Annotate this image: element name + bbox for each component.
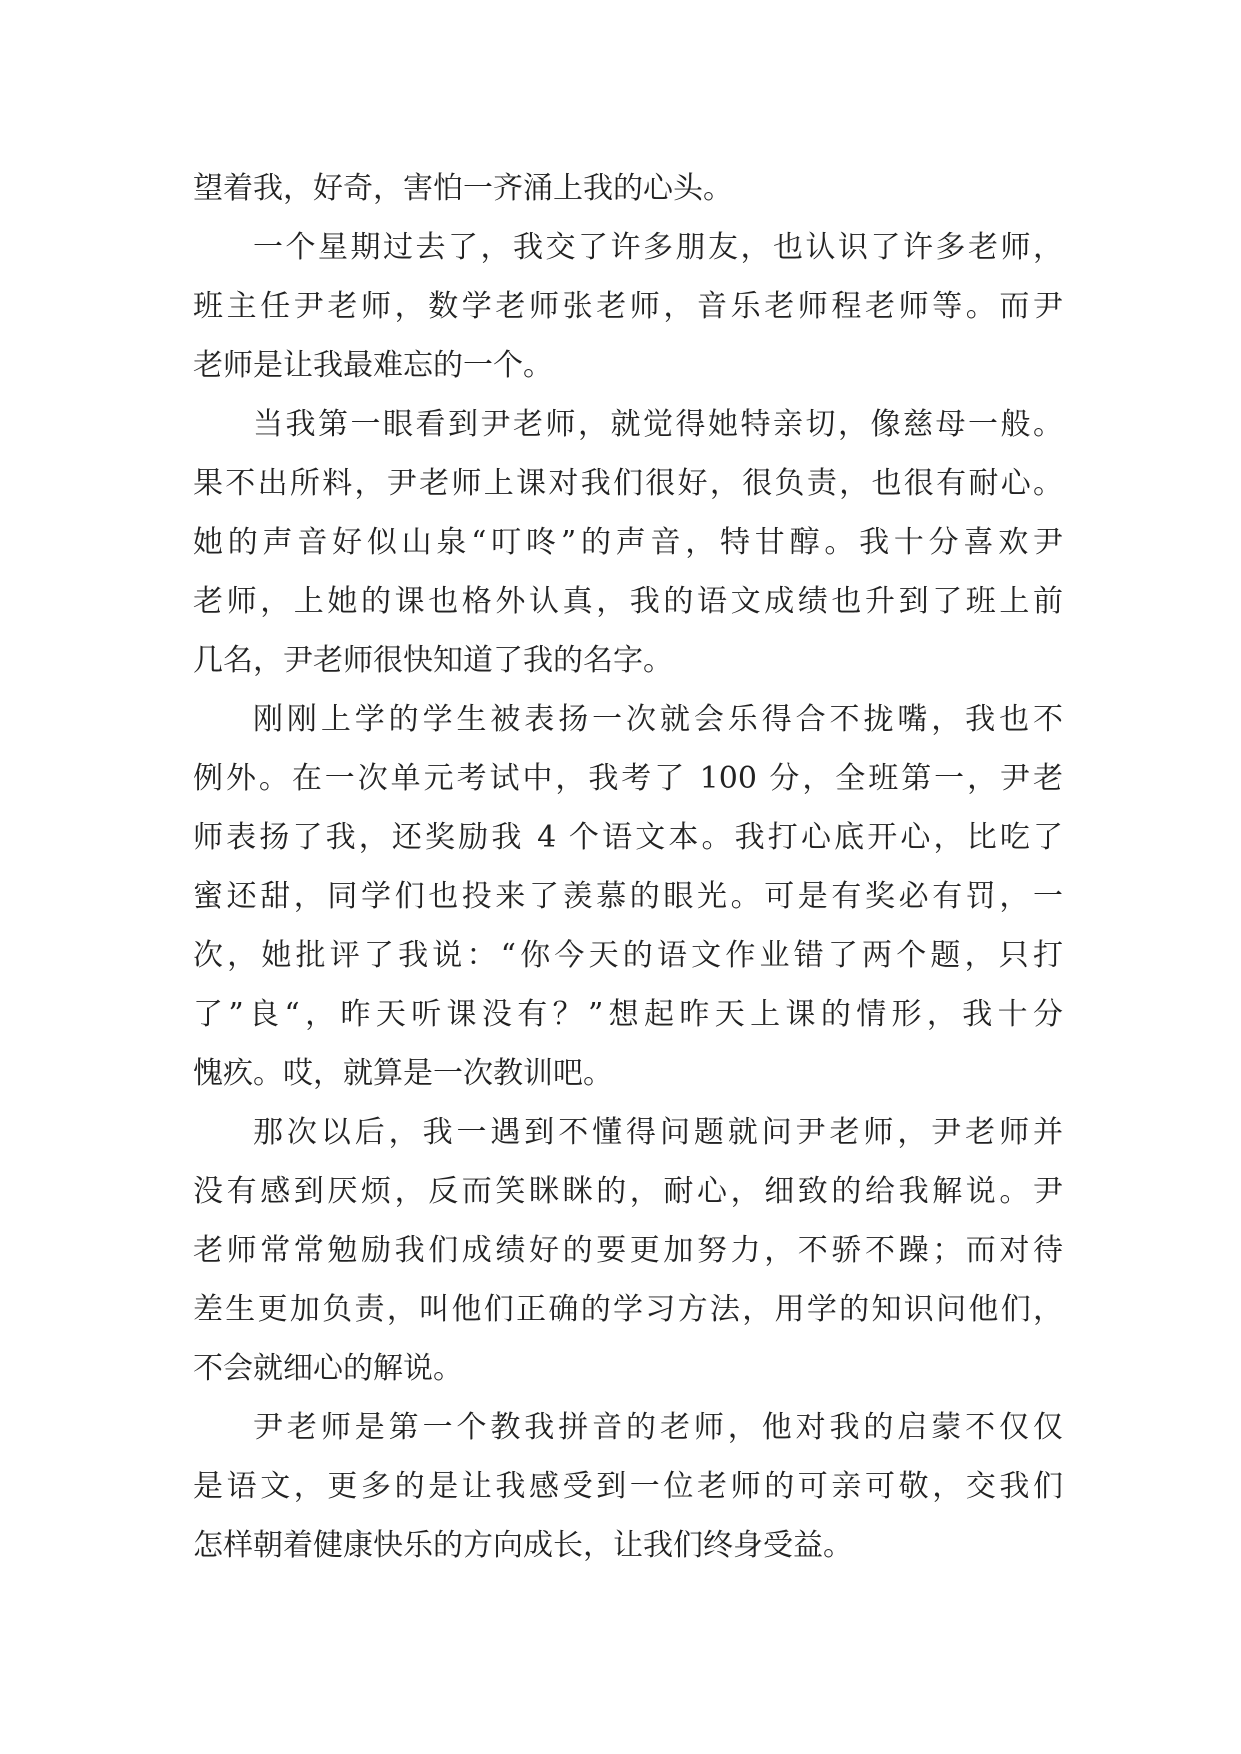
text-line: 刚刚上学的学生被表扬一次就会乐得合不拢嘴，我也不: [253, 702, 1063, 737]
text-line: 她的声音好似山泉“叮咚”的声音，特甘醇。我十分喜欢尹: [193, 525, 1063, 560]
paragraph-4: [193, 690, 1063, 1103]
text-line: 怎样朝着健康快乐的方向成长，让我们终身受益。: [193, 1528, 853, 1563]
text-line: 果不出所料，尹老师上课对我们很好，很负责，也很有耐心。: [193, 466, 1063, 501]
text-line: 没有感到厌烦，反而笑眯眯的，耐心，细致的给我解说。尹: [193, 1174, 1063, 1209]
paragraph-6: [193, 1398, 1063, 1575]
paragraph-2: [193, 218, 1063, 395]
text-line: 是语文，更多的是让我感受到一位老师的可亲可敬，交我们: [193, 1469, 1063, 1504]
text-line: 例外。在一次单元考试中，我考了 100 分，全班第一，尹老: [193, 761, 1063, 796]
text-line: 老师常常勉励我们成绩好的要更加努力，不骄不躁；而对待: [193, 1233, 1063, 1268]
paragraph-3: [193, 395, 1063, 690]
text-line: 当我第一眼看到尹老师，就觉得她特亲切，像慈母一般。: [253, 407, 1063, 442]
text-line: 尹老师是第一个教我拼音的老师，他对我的启蒙不仅仅: [253, 1410, 1063, 1445]
paragraph-5: [193, 1103, 1063, 1398]
text-line: 次，她批评了我说：“你今天的语文作业错了两个题，只打: [193, 938, 1063, 973]
paragraph-1: [193, 159, 1063, 218]
text-line: 几名，尹老师很快知道了我的名字。: [193, 643, 673, 678]
text-line: 班主任尹老师，数学老师张老师，音乐老师程老师等。而尹: [193, 289, 1063, 324]
text-line: 那次以后，我一遇到不懂得问题就问尹老师，尹老师并: [253, 1115, 1063, 1150]
text-line: 差生更加负责，叫他们正确的学习方法，用学的知识问他们，: [193, 1292, 1063, 1327]
text-line: 蜜还甜，同学们也投来了羡慕的眼光。可是有奖必有罚，一: [193, 879, 1063, 914]
text-line: 愧疚。哎，就算是一次教训吧。: [193, 1056, 613, 1091]
text-line: 一个星期过去了，我交了许多朋友，也认识了许多老师，: [253, 230, 1063, 265]
text-line: 不会就细心的解说。: [193, 1351, 463, 1386]
text-line: 师表扬了我，还奖励我 4 个语文本。我打心底开心，比吃了: [193, 820, 1063, 855]
essay-body: [193, 159, 1063, 1575]
text-line: 老师是让我最难忘的一个。: [193, 348, 553, 383]
text-line: 了”良“，昨天听课没有？”想起昨天上课的情形，我十分: [193, 997, 1063, 1032]
text-line: 望着我，好奇，害怕一齐涌上我的心头。: [193, 171, 733, 206]
text-line: 老师，上她的课也格外认真，我的语文成绩也升到了班上前: [193, 584, 1063, 619]
